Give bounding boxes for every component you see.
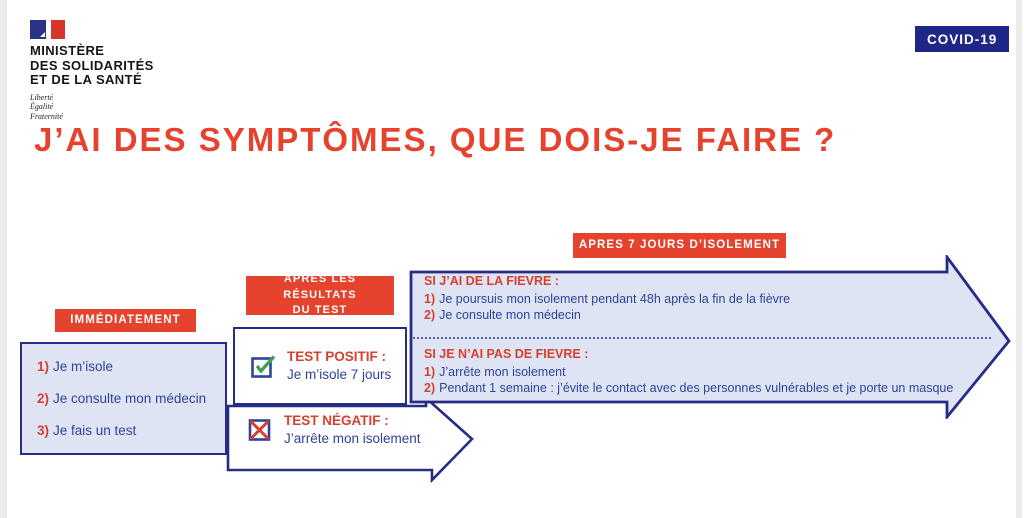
no-fever-section	[424, 346, 953, 396]
page-edge-left	[0, 0, 7, 518]
list-item	[37, 422, 225, 439]
ministry-motto	[30, 93, 154, 122]
test-negatif-action: J’arrête mon isolement	[284, 431, 421, 446]
page-title: J’AI DES SYMPTÔMES, QUE DOIS-JE FAIRE ?	[34, 121, 837, 158]
page-edge-right	[1016, 0, 1022, 518]
covid-19-badge: COVID-19	[915, 26, 1009, 52]
step-number: 2)	[424, 380, 436, 395]
flag-red	[51, 20, 65, 39]
french-flag-icon	[30, 20, 66, 39]
ministry-name-line2: DES SOLIDARITÉS	[30, 57, 154, 73]
no-fever-title: SI JE N’AI PAS DE FIEVRE :	[424, 347, 589, 361]
step-text: Je consulte mon médecin	[439, 307, 581, 322]
flag-blue	[30, 20, 46, 39]
list-item	[424, 292, 790, 308]
step-text: Je fais un test	[53, 423, 137, 438]
motto-liberte: Liberté	[30, 92, 54, 102]
ministry-name-line3: ET DE LA SANTÉ	[30, 72, 143, 87]
list-item	[37, 358, 225, 375]
list-item	[424, 365, 953, 381]
fever-title: SI J’AI DE LA FIEVRE :	[424, 274, 559, 288]
ministry-name	[30, 44, 154, 88]
list-item	[37, 390, 225, 407]
label-apres-7-jours-isolement: APRES 7 JOURS D’ISOLEMENT	[573, 233, 786, 258]
ministry-logo	[30, 20, 154, 121]
checkbox-cross-icon	[246, 416, 274, 444]
motto-fraternite: Fraternité	[30, 111, 63, 121]
checkbox-check-icon	[249, 352, 277, 380]
label-immediatement: IMMÉDIATEMENT	[55, 309, 196, 332]
test-negatif-text	[284, 412, 421, 448]
motto-egalite: Égalité	[30, 102, 54, 111]
fever-section	[424, 273, 790, 323]
step-number: 1)	[424, 365, 436, 379]
test-negatif-content	[246, 412, 421, 448]
label-apres-resultats-du-test	[246, 273, 394, 317]
step-number: 3)	[37, 423, 50, 438]
step-text: Pendant 1 semaine : j’évite le contact avec des personnes vulnérables et je porte un masque	[439, 380, 954, 395]
immediate-steps-box	[20, 342, 227, 455]
step-number: 2)	[424, 307, 436, 322]
test-positif-text	[287, 348, 391, 384]
step-text: Je consulte mon médecin	[53, 391, 207, 406]
dotted-divider	[413, 337, 991, 339]
step-number: 1)	[37, 359, 50, 374]
test-positif-title: TEST POSITIF :	[287, 349, 387, 364]
list-item	[424, 308, 790, 324]
step-text: Je m’isole	[53, 359, 114, 374]
list-item	[424, 381, 953, 397]
ministry-name-line1: MINISTÈRE	[30, 43, 105, 58]
step-number: 2)	[37, 391, 50, 406]
label-line2: DU TEST	[292, 304, 348, 317]
test-positif-action: Je m’isole 7 jours	[287, 367, 392, 382]
test-negatif-title: TEST NÉGATIF :	[284, 413, 389, 428]
step-number: 1)	[424, 292, 436, 306]
label-line1: APRES LES RÉSULTATS	[283, 273, 357, 301]
step-text: J’arrête mon isolement	[439, 365, 566, 379]
step-text: Je poursuis mon isolement pendant 48h après la fin de la fièvre	[439, 292, 791, 306]
